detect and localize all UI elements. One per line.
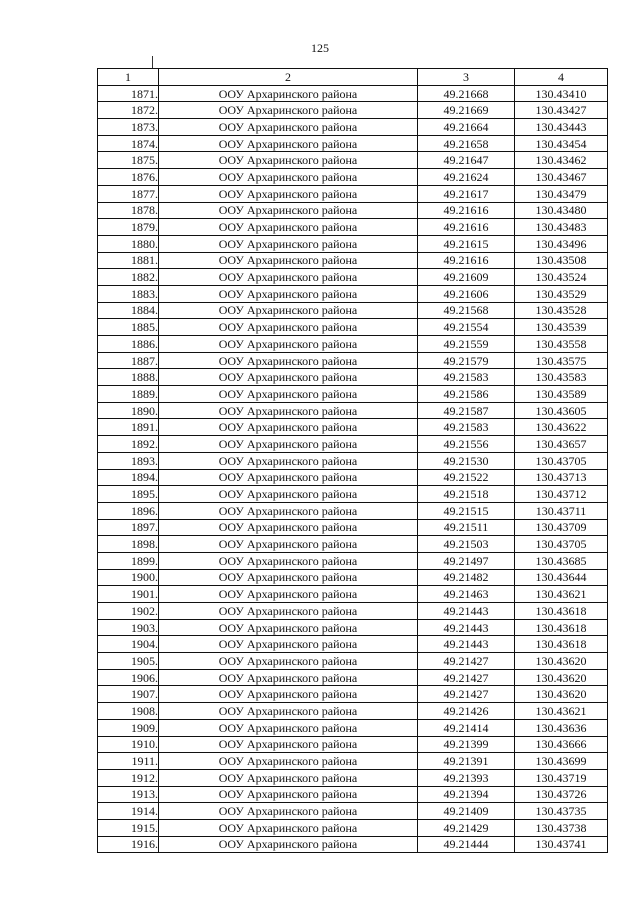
row-latitude: 49.21444 [418,836,515,853]
row-name: ООУ Архаринского района [159,436,418,453]
table-row [98,269,608,286]
row-latitude: 49.21530 [418,452,515,469]
row-number: 1881. [98,252,159,269]
row-name: ООУ Архаринского района [159,219,418,236]
table-row [98,736,608,753]
row-latitude: 49.21658 [418,135,515,152]
row-name: ООУ Архаринского района [159,619,418,636]
row-name: ООУ Архаринского района [159,135,418,152]
row-number: 1899. [98,552,159,569]
row-longitude: 130.43410 [515,85,608,102]
row-latitude: 49.21586 [418,386,515,403]
row-longitude: 130.43712 [515,486,608,503]
row-name: ООУ Архаринского района [159,502,418,519]
row-longitude: 130.43699 [515,753,608,770]
row-name: ООУ Архаринского района [159,85,418,102]
row-number: 1885. [98,319,159,336]
row-name: ООУ Архаринского района [159,519,418,536]
row-latitude: 49.21409 [418,803,515,820]
row-name: ООУ Архаринского района [159,319,418,336]
row-latitude: 49.21414 [418,719,515,736]
header-row [98,69,608,86]
row-longitude: 130.43622 [515,419,608,436]
row-number: 1879. [98,219,159,236]
table-row [98,836,608,853]
row-name: ООУ Архаринского района [159,686,418,703]
row-number: 1877. [98,185,159,202]
row-number: 1892. [98,436,159,453]
coordinates-table [97,68,608,853]
table-row [98,619,608,636]
row-longitude: 130.43575 [515,352,608,369]
table-row [98,502,608,519]
row-name: ООУ Архаринского района [159,819,418,836]
table-row [98,219,608,236]
table-row [98,719,608,736]
table-body [98,85,608,853]
table-row [98,819,608,836]
table-row [98,235,608,252]
table-row [98,152,608,169]
row-name: ООУ Архаринского района [159,252,418,269]
row-name: ООУ Архаринского района [159,769,418,786]
row-longitude: 130.43657 [515,436,608,453]
row-longitude: 130.43719 [515,769,608,786]
table-row [98,102,608,119]
table-row [98,119,608,136]
row-latitude: 49.21463 [418,586,515,603]
table-row [98,85,608,102]
row-number: 1902. [98,603,159,620]
table-row [98,252,608,269]
row-latitude: 49.21669 [418,102,515,119]
row-longitude: 130.43427 [515,102,608,119]
row-name: ООУ Архаринского района [159,536,418,553]
row-name: ООУ Архаринского района [159,603,418,620]
row-number: 1909. [98,719,159,736]
table-row [98,703,608,720]
row-name: ООУ Архаринского района [159,369,418,386]
column-header-name: 2 [159,69,418,86]
row-number: 1875. [98,152,159,169]
row-longitude: 130.43705 [515,536,608,553]
row-name: ООУ Архаринского района [159,753,418,770]
row-longitude: 130.43539 [515,319,608,336]
row-number: 1903. [98,619,159,636]
row-latitude: 49.21515 [418,502,515,519]
row-name: ООУ Архаринского района [159,352,418,369]
row-latitude: 49.21503 [418,536,515,553]
row-number: 1900. [98,569,159,586]
row-longitude: 130.43621 [515,703,608,720]
row-latitude: 49.21606 [418,285,515,302]
row-longitude: 130.43467 [515,169,608,186]
row-name: ООУ Архаринского района [159,469,418,486]
table-row [98,753,608,770]
column-header-latitude: 3 [418,69,515,86]
row-name: ООУ Архаринского района [159,386,418,403]
row-name: ООУ Архаринского района [159,653,418,670]
row-number: 1912. [98,769,159,786]
row-number: 1916. [98,836,159,853]
row-number: 1897. [98,519,159,536]
row-longitude: 130.43738 [515,819,608,836]
row-longitude: 130.43589 [515,386,608,403]
row-longitude: 130.43726 [515,786,608,803]
row-latitude: 49.21443 [418,619,515,636]
row-name: ООУ Архаринского района [159,285,418,302]
row-latitude: 49.21511 [418,519,515,536]
row-number: 1904. [98,636,159,653]
row-name: ООУ Архаринского района [159,803,418,820]
row-longitude: 130.43713 [515,469,608,486]
row-latitude: 49.21568 [418,302,515,319]
row-latitude: 49.21647 [418,152,515,169]
row-number: 1882. [98,269,159,286]
row-longitude: 130.43480 [515,202,608,219]
row-number: 1913. [98,786,159,803]
row-latitude: 49.21482 [418,569,515,586]
table-row [98,352,608,369]
row-latitude: 49.21427 [418,686,515,703]
row-longitude: 130.43735 [515,803,608,820]
table-row [98,169,608,186]
row-number: 1884. [98,302,159,319]
row-name: ООУ Архаринского района [159,586,418,603]
row-latitude: 49.21624 [418,169,515,186]
row-name: ООУ Архаринского района [159,736,418,753]
row-number: 1889. [98,386,159,403]
row-name: ООУ Архаринского района [159,786,418,803]
row-latitude: 49.21429 [418,819,515,836]
row-latitude: 49.21556 [418,436,515,453]
row-number: 1886. [98,336,159,353]
row-number: 1890. [98,402,159,419]
row-number: 1874. [98,135,159,152]
row-longitude: 130.43443 [515,119,608,136]
row-latitude: 49.21579 [418,352,515,369]
table-row [98,319,608,336]
row-latitude: 49.21583 [418,369,515,386]
row-longitude: 130.43479 [515,185,608,202]
row-longitude: 130.43496 [515,235,608,252]
row-latitude: 49.21443 [418,636,515,653]
row-latitude: 49.21587 [418,402,515,419]
page-number: 125 [311,41,329,55]
row-number: 1905. [98,653,159,670]
row-longitude: 130.43529 [515,285,608,302]
row-number: 1883. [98,285,159,302]
row-longitude: 130.43618 [515,603,608,620]
row-name: ООУ Архаринского района [159,836,418,853]
row-name: ООУ Архаринского района [159,419,418,436]
row-name: ООУ Архаринского района [159,169,418,186]
row-number: 1895. [98,486,159,503]
row-longitude: 130.43666 [515,736,608,753]
table-row [98,336,608,353]
row-latitude: 49.21427 [418,653,515,670]
row-longitude: 130.43685 [515,552,608,569]
row-longitude: 130.43621 [515,586,608,603]
row-latitude: 49.21426 [418,703,515,720]
row-number: 1876. [98,169,159,186]
row-latitude: 49.21518 [418,486,515,503]
table-header [98,69,608,86]
row-name: ООУ Архаринского района [159,302,418,319]
row-longitude: 130.43605 [515,402,608,419]
table-row [98,302,608,319]
table-row [98,603,608,620]
row-name: ООУ Архаринского района [159,119,418,136]
table-row [98,686,608,703]
row-longitude: 130.43711 [515,502,608,519]
row-longitude: 130.43454 [515,135,608,152]
row-latitude: 49.21617 [418,185,515,202]
table-row [98,402,608,419]
table-row [98,636,608,653]
row-latitude: 49.21522 [418,469,515,486]
row-number: 1906. [98,669,159,686]
row-longitude: 130.43618 [515,619,608,636]
row-name: ООУ Архаринского района [159,336,418,353]
table-row [98,452,608,469]
row-name: ООУ Архаринского района [159,452,418,469]
row-longitude: 130.43508 [515,252,608,269]
table-row [98,486,608,503]
table-row [98,669,608,686]
row-name: ООУ Архаринского района [159,102,418,119]
row-number: 1914. [98,803,159,820]
row-number: 1887. [98,352,159,369]
table-row [98,552,608,569]
row-longitude: 130.43620 [515,669,608,686]
row-longitude: 130.43524 [515,269,608,286]
row-number: 1888. [98,369,159,386]
row-latitude: 49.21427 [418,669,515,686]
table-row [98,586,608,603]
row-latitude: 49.21393 [418,769,515,786]
row-name: ООУ Архаринского района [159,719,418,736]
row-name: ООУ Архаринского района [159,486,418,503]
row-latitude: 49.21616 [418,252,515,269]
row-latitude: 49.21554 [418,319,515,336]
row-number: 1894. [98,469,159,486]
row-number: 1891. [98,419,159,436]
row-number: 1915. [98,819,159,836]
row-longitude: 130.43620 [515,686,608,703]
row-latitude: 49.21391 [418,753,515,770]
table-row [98,185,608,202]
row-name: ООУ Архаринского района [159,152,418,169]
row-longitude: 130.43644 [515,569,608,586]
row-longitude: 130.43462 [515,152,608,169]
row-latitude: 49.21664 [418,119,515,136]
row-latitude: 49.21668 [418,85,515,102]
row-name: ООУ Архаринского района [159,402,418,419]
table-row [98,786,608,803]
row-longitude: 130.43741 [515,836,608,853]
row-longitude: 130.43705 [515,452,608,469]
row-number: 1878. [98,202,159,219]
row-longitude: 130.43709 [515,519,608,536]
column-header-longitude: 4 [515,69,608,86]
table-row [98,135,608,152]
table-row [98,569,608,586]
row-name: ООУ Архаринского района [159,185,418,202]
row-number: 1910. [98,736,159,753]
row-number: 1871. [98,85,159,102]
row-latitude: 49.21559 [418,336,515,353]
table-row [98,436,608,453]
table-row [98,369,608,386]
row-latitude: 49.21399 [418,736,515,753]
row-number: 1873. [98,119,159,136]
row-longitude: 130.43528 [515,302,608,319]
row-number: 1907. [98,686,159,703]
row-number: 1896. [98,502,159,519]
table-row [98,469,608,486]
table-row [98,285,608,302]
column-header-number: 1 [98,69,159,86]
row-number: 1901. [98,586,159,603]
row-latitude: 49.21443 [418,603,515,620]
row-name: ООУ Архаринского района [159,669,418,686]
table-row [98,202,608,219]
row-latitude: 49.21609 [418,269,515,286]
row-name: ООУ Архаринского района [159,552,418,569]
row-number: 1908. [98,703,159,720]
row-latitude: 49.21616 [418,202,515,219]
row-longitude: 130.43618 [515,636,608,653]
margin-tick [152,56,153,68]
table-row [98,536,608,553]
table-row [98,519,608,536]
row-name: ООУ Архаринского района [159,202,418,219]
row-name: ООУ Архаринского района [159,703,418,720]
table-row [98,386,608,403]
row-longitude: 130.43583 [515,369,608,386]
row-number: 1872. [98,102,159,119]
row-number: 1911. [98,753,159,770]
row-latitude: 49.21616 [418,219,515,236]
row-latitude: 49.21394 [418,786,515,803]
row-name: ООУ Архаринского района [159,569,418,586]
table-row [98,653,608,670]
table-row [98,419,608,436]
row-latitude: 49.21583 [418,419,515,436]
row-longitude: 130.43636 [515,719,608,736]
table-row [98,803,608,820]
row-number: 1893. [98,452,159,469]
row-name: ООУ Архаринского района [159,235,418,252]
row-longitude: 130.43558 [515,336,608,353]
row-number: 1898. [98,536,159,553]
table-row [98,769,608,786]
row-number: 1880. [98,235,159,252]
row-longitude: 130.43620 [515,653,608,670]
row-longitude: 130.43483 [515,219,608,236]
row-name: ООУ Архаринского района [159,269,418,286]
row-latitude: 49.21615 [418,235,515,252]
row-name: ООУ Архаринского района [159,636,418,653]
row-latitude: 49.21497 [418,552,515,569]
